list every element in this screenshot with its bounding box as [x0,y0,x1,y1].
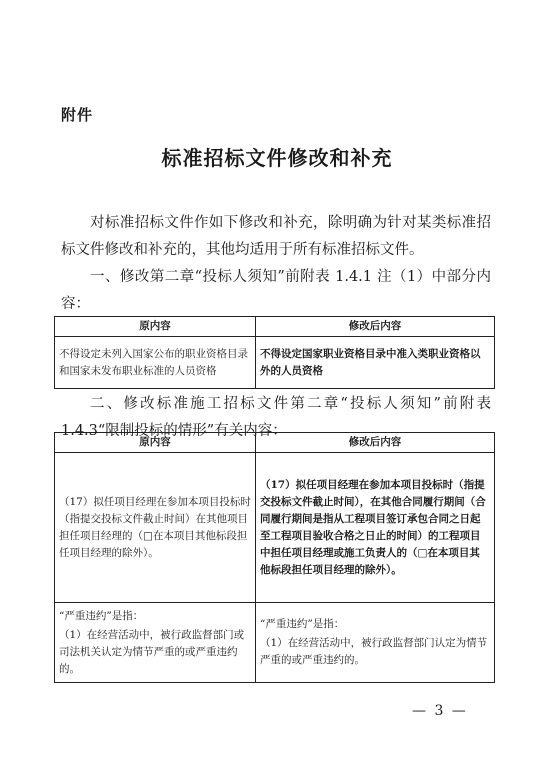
modified-content-cell [256,603,495,683]
amendment-table-1 [54,316,495,389]
section-two-heading: 二、修改标准施工招标文件第二章“投标人须知”前附表 1.4.3“限制投标的情形”有关内容： [61,396,491,439]
annex-label: 附件 [61,106,94,124]
column-header-original: 原内容 [55,317,256,337]
modified-content-cell: （17）拟任项目经理在参加本项目投标时（指提交投标文件截止时间），在其他合同履行期间（合同履行期间是指从工程项目签订承包合同之日起至工程项目验收合格之日止的时间）的工程项目中担任项目经理或施工负责人的（□在本项目其他标段担任项目经理的除外）。 [256,453,495,603]
table-row [55,453,495,603]
serious-breach-definition: （1）在经营活动中，被行政监督部门认定为情节严重的或严重违约的。 [260,637,488,666]
serious-breach-definition: （1）在经营活动中，被行政监督部门或司法机关认定为情节严重的或严重违约的。 [59,628,245,675]
serious-breach-label: “严重违约”是指： [59,609,144,622]
page-title: 标准招标文件修改和补充 [161,146,393,170]
table-row [55,603,495,683]
table-header-row [55,317,495,337]
original-content-cell [55,603,256,683]
serious-breach-label: “严重违约”是指： [260,618,345,630]
intro-paragraph: 对标准招标文件作如下修改和补充，除明确为针对某类标准招标文件修改和补充的，其他均适用于所有标准招标文件。 [61,215,491,258]
amendment-table-2 [54,432,495,683]
section-one-heading: 一、修改第二章“投标人须知”前附表 1.4.1 注（1）中部分内容： [61,269,491,312]
table-row [55,337,495,389]
column-header-original: 原内容 [55,433,256,453]
column-header-modified: 修改后内容 [256,317,495,337]
modified-content-cell: 不得设定国家职业资格目录中准入类职业资格以外的人员资格 [256,337,495,389]
table-header-row [55,433,495,453]
original-content-cell: （17）拟任项目经理在参加本项目投标时（指提交投标文件截止时间）在其他项目担任项目经理的（□在本项目其他标段担任项目经理的除外）。 [55,453,256,603]
page-number: — 3 — [412,703,468,719]
original-content-cell: 不得设定未列入国家公布的职业资格目录和国家未发布职业标准的人员资格 [55,337,256,389]
column-header-modified: 修改后内容 [256,433,495,453]
